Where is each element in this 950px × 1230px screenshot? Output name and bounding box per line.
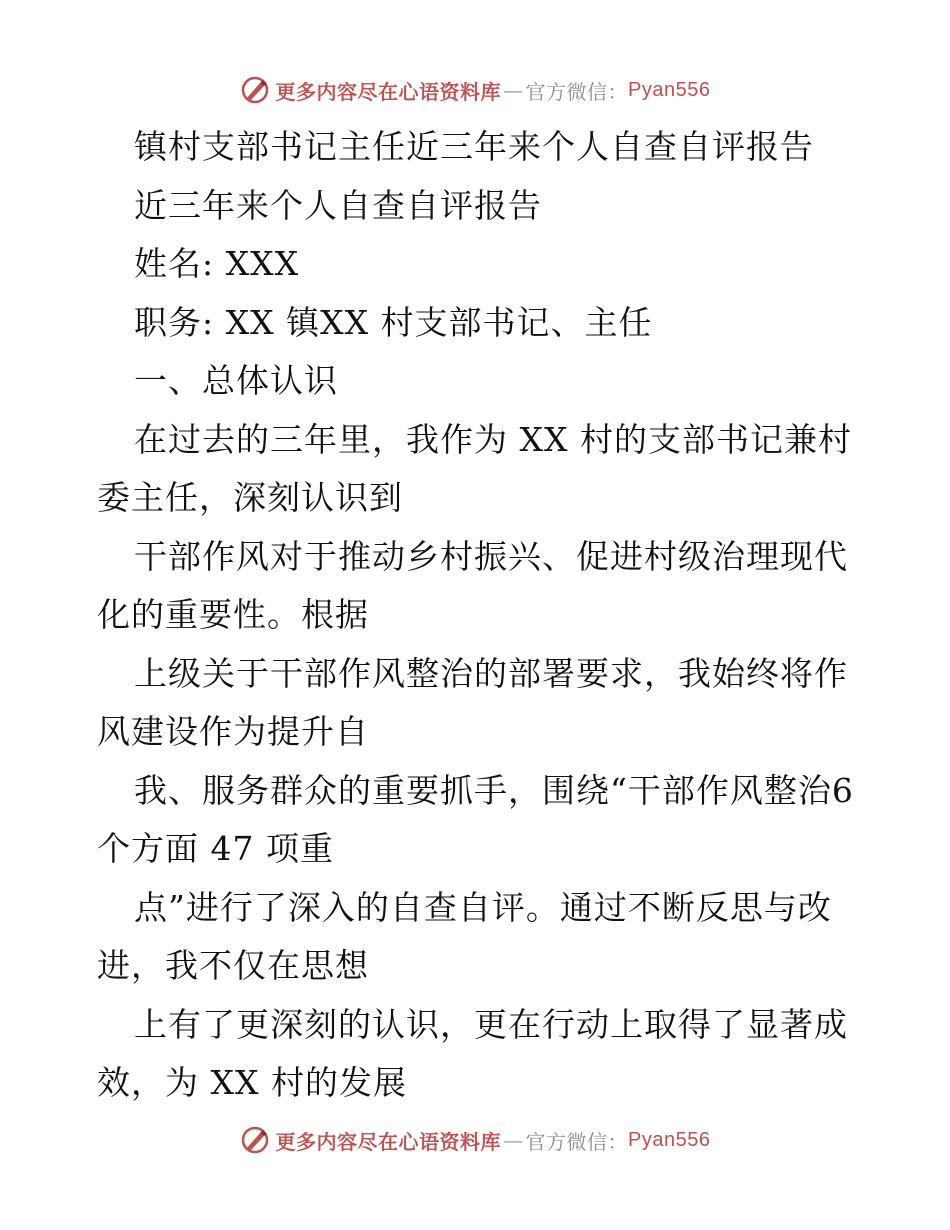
section-heading: 一、总体认识 bbox=[134, 361, 338, 400]
pen-circle-logo-icon bbox=[240, 1125, 270, 1155]
document-subtitle: 近三年来个人自查自评报告 bbox=[134, 185, 542, 225]
document-title: 镇村支部书记主任近三年来个人自查自评报告 bbox=[134, 127, 814, 166]
body-paragraph: 上有了更深刻的认识，更在行动上取得了显著成效，为 XX 村的发展 bbox=[97, 1004, 848, 1102]
watermark-label: 官方微信： bbox=[525, 1129, 629, 1154]
body-paragraph: 点”进行了深入的自查自评。通过不断反思与改进，我不仅在思想 bbox=[97, 887, 832, 985]
watermark-text: 更多内容尽在心语资料库 bbox=[275, 79, 502, 104]
watermark-label: 官方微信： bbox=[525, 79, 629, 104]
body-paragraph: 干部作风对于推动乡村振兴、促进村级治理现代化的重要性。根据 bbox=[97, 536, 848, 634]
watermark-id: Pyan556 bbox=[628, 78, 711, 101]
body-paragraph: 上级关于干部作风整治的部署要求，我始终将作风建设作为提升自 bbox=[97, 653, 848, 751]
body-paragraph: 在过去的三年里，我作为 XX 村的支部书记兼村委主任，深刻认识到 bbox=[97, 419, 852, 517]
document-body bbox=[97, 118, 857, 1113]
watermark-separator: — bbox=[503, 78, 524, 102]
pen-circle-logo-icon bbox=[240, 75, 270, 105]
position-line: 职务: XX 镇XX 村支部书记、主任 bbox=[134, 302, 653, 342]
body-paragraph: 我、服务群众的重要抓手，围绕“干部作风整治6个方面 47 项重 bbox=[97, 770, 854, 868]
header-watermark bbox=[0, 70, 950, 110]
footer-watermark bbox=[0, 1120, 950, 1160]
watermark-text: 更多内容尽在心语资料库 bbox=[275, 1129, 502, 1154]
name-line: 姓名: XXX bbox=[134, 244, 300, 283]
watermark-separator: — bbox=[503, 1128, 524, 1152]
watermark-id: Pyan556 bbox=[628, 1128, 711, 1151]
